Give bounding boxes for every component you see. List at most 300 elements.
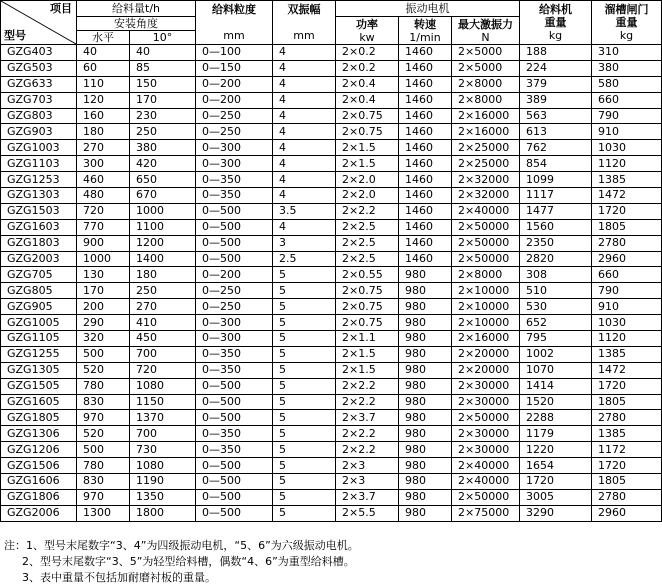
cell-model: GZG633	[1, 76, 77, 92]
cell-max-force: 2×16000	[452, 108, 520, 124]
table-row	[1, 378, 662, 394]
cell-model: GZG1306	[1, 426, 77, 442]
cell-speed: 980	[399, 283, 452, 299]
cell-speed: 980	[399, 410, 452, 426]
cell-model: GZG1206	[1, 442, 77, 458]
cell-amplitude: 5	[273, 426, 336, 442]
cell-feeder-weight: 3005	[520, 489, 592, 505]
cell-granularity: 0—500	[196, 458, 273, 474]
cell-power: 2×2.5	[336, 235, 399, 251]
cell-speed: 1460	[399, 235, 452, 251]
table-row	[1, 394, 662, 410]
note-2: 2、型号末尾数字“3、5”为轻型给料槽，偶数“4、6”为重型给料槽。	[22, 555, 355, 568]
cell-power: 2×0.75	[336, 108, 399, 124]
cell-granularity: 0—500	[196, 394, 273, 410]
cell-max-force: 2×8000	[452, 92, 520, 108]
cell-amplitude: 2.5	[273, 251, 336, 267]
cell-granularity: 0—250	[196, 299, 273, 315]
cell-feed-10deg: 1100	[130, 219, 196, 235]
cell-granularity: 0—350	[196, 362, 273, 378]
cell-feed-horizontal: 120	[77, 92, 130, 108]
notes	[4, 538, 359, 586]
cell-power: 2×2.2	[336, 394, 399, 410]
cell-speed: 1460	[399, 92, 452, 108]
cell-power: 2×3	[336, 474, 399, 490]
cell-feeder-weight: 224	[520, 60, 592, 76]
cell-amplitude: 3	[273, 235, 336, 251]
cell-max-force: 2×40000	[452, 474, 520, 490]
table-row	[1, 76, 662, 92]
cell-chute-weight: 2960	[592, 505, 662, 521]
cell-speed: 1460	[399, 45, 452, 61]
cell-granularity: 0—500	[196, 474, 273, 490]
cell-feed-horizontal: 290	[77, 315, 130, 331]
cell-max-force: 2×32000	[452, 188, 520, 204]
cell-chute-weight: 1385	[592, 346, 662, 362]
table-row	[1, 203, 662, 219]
cell-model: GZG1305	[1, 362, 77, 378]
table-row	[1, 299, 662, 315]
cell-power: 2×0.4	[336, 92, 399, 108]
cell-power: 2×0.2	[336, 60, 399, 76]
cell-feed-10deg: 150	[130, 76, 196, 92]
cell-amplitude: 5	[273, 442, 336, 458]
cell-speed: 1460	[399, 156, 452, 172]
cell-max-force: 2×30000	[452, 426, 520, 442]
cell-chute-weight: 1385	[592, 172, 662, 188]
cell-power: 2×2.2	[336, 442, 399, 458]
cell-granularity: 0—300	[196, 140, 273, 156]
header-model: 型号	[4, 29, 26, 42]
cell-chute-weight: 1120	[592, 331, 662, 347]
cell-feed-horizontal: 180	[77, 124, 130, 140]
cell-max-force: 2×5000	[452, 60, 520, 76]
cell-chute-weight: 2780	[592, 235, 662, 251]
cell-model: GZG1253	[1, 172, 77, 188]
cell-model: GZG1605	[1, 394, 77, 410]
cell-power: 2×2.2	[336, 378, 399, 394]
cell-model: GZG703	[1, 92, 77, 108]
cell-power: 2×0.55	[336, 267, 399, 283]
cell-model: GZG1105	[1, 331, 77, 347]
cell-max-force: 2×50000	[452, 410, 520, 426]
cell-max-force: 2×10000	[452, 299, 520, 315]
cell-feed-horizontal: 130	[77, 267, 130, 283]
cell-feed-horizontal: 500	[77, 346, 130, 362]
cell-amplitude: 3.5	[273, 203, 336, 219]
table-row	[1, 45, 662, 61]
cell-amplitude: 5	[273, 378, 336, 394]
cell-power: 2×1.5	[336, 140, 399, 156]
cell-amplitude: 5	[273, 410, 336, 426]
cell-feed-horizontal: 270	[77, 140, 130, 156]
table-row	[1, 458, 662, 474]
cell-power: 2×0.2	[336, 45, 399, 61]
cell-feed-horizontal: 460	[77, 172, 130, 188]
cell-granularity: 0—250	[196, 124, 273, 140]
header-feeder-weight: 给料机 重量 kg	[520, 1, 592, 45]
cell-feeder-weight: 510	[520, 283, 592, 299]
cell-amplitude: 4	[273, 172, 336, 188]
cell-model: GZG803	[1, 108, 77, 124]
cell-feed-10deg: 1190	[130, 474, 196, 490]
cell-amplitude: 5	[273, 315, 336, 331]
cell-power: 2×1.1	[336, 331, 399, 347]
cell-chute-weight: 910	[592, 124, 662, 140]
cell-speed: 1460	[399, 140, 452, 156]
cell-feed-horizontal: 60	[77, 60, 130, 76]
cell-speed: 1460	[399, 60, 452, 76]
cell-model: GZG1803	[1, 235, 77, 251]
cell-model: GZG2003	[1, 251, 77, 267]
cell-feeder-weight: 762	[520, 140, 592, 156]
cell-speed: 980	[399, 267, 452, 283]
cell-feed-10deg: 1200	[130, 235, 196, 251]
cell-feed-horizontal: 970	[77, 410, 130, 426]
cell-feed-horizontal: 160	[77, 108, 130, 124]
cell-feed-10deg: 250	[130, 283, 196, 299]
cell-speed: 980	[399, 489, 452, 505]
cell-speed: 980	[399, 346, 452, 362]
cell-granularity: 0—500	[196, 219, 273, 235]
cell-power: 2×0.75	[336, 299, 399, 315]
cell-feed-horizontal: 520	[77, 362, 130, 378]
cell-speed: 980	[399, 458, 452, 474]
cell-feed-10deg: 85	[130, 60, 196, 76]
cell-max-force: 2×50000	[452, 235, 520, 251]
cell-granularity: 0—500	[196, 378, 273, 394]
cell-feed-10deg: 1400	[130, 251, 196, 267]
cell-feed-10deg: 380	[130, 140, 196, 156]
cell-power: 2×3	[336, 458, 399, 474]
cell-granularity: 0—500	[196, 410, 273, 426]
cell-model: GZG1805	[1, 410, 77, 426]
cell-feed-horizontal: 720	[77, 203, 130, 219]
cell-feeder-weight: 1117	[520, 188, 592, 204]
table-row	[1, 426, 662, 442]
cell-feed-horizontal: 480	[77, 188, 130, 204]
cell-feed-10deg: 700	[130, 426, 196, 442]
table-row	[1, 219, 662, 235]
cell-power: 2×2.2	[336, 426, 399, 442]
cell-granularity: 0—350	[196, 426, 273, 442]
cell-max-force: 2×25000	[452, 140, 520, 156]
cell-granularity: 0—350	[196, 442, 273, 458]
cell-chute-weight: 310	[592, 45, 662, 61]
cell-amplitude: 4	[273, 156, 336, 172]
cell-feeder-weight: 1477	[520, 203, 592, 219]
cell-amplitude: 5	[273, 331, 336, 347]
cell-power: 2×1.5	[336, 362, 399, 378]
cell-chute-weight: 1120	[592, 156, 662, 172]
table-header	[1, 1, 662, 45]
cell-feed-horizontal: 970	[77, 489, 130, 505]
cell-model: GZG903	[1, 124, 77, 140]
cell-feeder-weight: 2288	[520, 410, 592, 426]
cell-feeder-weight: 1220	[520, 442, 592, 458]
cell-max-force: 2×20000	[452, 346, 520, 362]
cell-granularity: 0—250	[196, 283, 273, 299]
cell-amplitude: 4	[273, 60, 336, 76]
note-1: 注：1、型号末尾数字“3、4”为四级振动电机，“5、6”为六级振动电机。	[4, 539, 359, 552]
cell-max-force: 2×30000	[452, 378, 520, 394]
cell-speed: 980	[399, 442, 452, 458]
cell-amplitude: 5	[273, 299, 336, 315]
cell-max-force: 2×40000	[452, 203, 520, 219]
cell-granularity: 0—200	[196, 76, 273, 92]
cell-speed: 980	[399, 299, 452, 315]
cell-feed-horizontal: 200	[77, 299, 130, 315]
cell-chute-weight: 910	[592, 299, 662, 315]
cell-feed-10deg: 270	[130, 299, 196, 315]
cell-amplitude: 5	[273, 346, 336, 362]
cell-feed-horizontal: 520	[77, 426, 130, 442]
cell-speed: 1460	[399, 172, 452, 188]
cell-granularity: 0—100	[196, 45, 273, 61]
table-row	[1, 505, 662, 521]
table-row	[1, 474, 662, 490]
cell-granularity: 0—500	[196, 203, 273, 219]
cell-model: GZG905	[1, 299, 77, 315]
cell-amplitude: 4	[273, 140, 336, 156]
cell-feeder-weight: 854	[520, 156, 592, 172]
cell-power: 2×3.7	[336, 489, 399, 505]
table-body	[1, 45, 662, 522]
cell-model: GZG1506	[1, 458, 77, 474]
cell-amplitude: 4	[273, 108, 336, 124]
cell-chute-weight: 1805	[592, 219, 662, 235]
cell-feed-horizontal: 900	[77, 235, 130, 251]
cell-feeder-weight: 2820	[520, 251, 592, 267]
cell-chute-weight: 1385	[592, 426, 662, 442]
cell-amplitude: 5	[273, 505, 336, 521]
cell-feed-10deg: 650	[130, 172, 196, 188]
cell-feed-horizontal: 830	[77, 394, 130, 410]
cell-speed: 1460	[399, 108, 452, 124]
cell-feed-horizontal: 1300	[77, 505, 130, 521]
cell-max-force: 2×16000	[452, 331, 520, 347]
cell-feeder-weight: 1179	[520, 426, 592, 442]
cell-model: GZG1103	[1, 156, 77, 172]
cell-feed-10deg: 170	[130, 92, 196, 108]
cell-amplitude: 5	[273, 474, 336, 490]
cell-power: 2×2.0	[336, 188, 399, 204]
cell-granularity: 0—350	[196, 346, 273, 362]
cell-feeder-weight: 795	[520, 331, 592, 347]
cell-amplitude: 4	[273, 92, 336, 108]
cell-feed-horizontal: 780	[77, 458, 130, 474]
cell-speed: 1460	[399, 203, 452, 219]
table-row	[1, 92, 662, 108]
cell-feed-horizontal: 320	[77, 331, 130, 347]
cell-feed-10deg: 420	[130, 156, 196, 172]
cell-model: GZG1603	[1, 219, 77, 235]
header-install-angle: 安装角度	[77, 17, 196, 31]
table-row	[1, 172, 662, 188]
cell-granularity: 0—350	[196, 172, 273, 188]
cell-speed: 980	[399, 362, 452, 378]
cell-feeder-weight: 1414	[520, 378, 592, 394]
cell-feeder-weight: 530	[520, 299, 592, 315]
cell-chute-weight: 1030	[592, 140, 662, 156]
table-row	[1, 346, 662, 362]
cell-chute-weight: 1805	[592, 394, 662, 410]
table-row	[1, 331, 662, 347]
cell-feed-10deg: 1800	[130, 505, 196, 521]
header-granularity: 给料粒度 mm	[196, 1, 273, 45]
cell-amplitude: 5	[273, 394, 336, 410]
cell-model: GZG403	[1, 45, 77, 61]
cell-model: GZG1505	[1, 378, 77, 394]
cell-feed-10deg: 450	[130, 331, 196, 347]
cell-feeder-weight: 1720	[520, 474, 592, 490]
cell-feeder-weight: 389	[520, 92, 592, 108]
cell-speed: 980	[399, 394, 452, 410]
cell-feed-10deg: 1000	[130, 203, 196, 219]
cell-chute-weight: 1720	[592, 458, 662, 474]
cell-feed-10deg: 720	[130, 362, 196, 378]
cell-feed-10deg: 670	[130, 188, 196, 204]
table-row	[1, 410, 662, 426]
cell-feed-10deg: 1370	[130, 410, 196, 426]
cell-max-force: 2×50000	[452, 251, 520, 267]
cell-speed: 1460	[399, 188, 452, 204]
cell-power: 2×2.2	[336, 203, 399, 219]
cell-max-force: 2×30000	[452, 394, 520, 410]
header-speed: 转速 1/min	[399, 17, 452, 45]
cell-feed-10deg: 1350	[130, 489, 196, 505]
table-row	[1, 108, 662, 124]
cell-power: 2×0.75	[336, 283, 399, 299]
cell-feed-10deg: 410	[130, 315, 196, 331]
cell-max-force: 2×5000	[452, 45, 520, 61]
cell-speed: 1460	[399, 124, 452, 140]
cell-model: GZG2006	[1, 505, 77, 521]
cell-speed: 1460	[399, 219, 452, 235]
cell-amplitude: 4	[273, 188, 336, 204]
header-angle-10: 10°	[130, 31, 196, 45]
cell-speed: 980	[399, 315, 452, 331]
cell-feed-horizontal: 1000	[77, 251, 130, 267]
cell-amplitude: 4	[273, 76, 336, 92]
cell-feed-horizontal: 780	[77, 378, 130, 394]
cell-speed: 980	[399, 474, 452, 490]
header-amplitude: 双振幅 mm	[273, 1, 336, 45]
cell-chute-weight: 2960	[592, 251, 662, 267]
cell-feeder-weight: 1654	[520, 458, 592, 474]
cell-chute-weight: 2780	[592, 410, 662, 426]
cell-model: GZG1503	[1, 203, 77, 219]
table-row	[1, 60, 662, 76]
cell-model: GZG1003	[1, 140, 77, 156]
cell-granularity: 0—300	[196, 315, 273, 331]
cell-max-force: 2×30000	[452, 442, 520, 458]
cell-chute-weight: 1030	[592, 315, 662, 331]
table-row	[1, 140, 662, 156]
cell-feed-10deg: 1080	[130, 458, 196, 474]
cell-feed-horizontal: 110	[77, 76, 130, 92]
header-max-force: 最大激振力 N	[452, 17, 520, 45]
cell-speed: 1460	[399, 251, 452, 267]
cell-granularity: 0—350	[196, 188, 273, 204]
cell-feed-horizontal: 40	[77, 45, 130, 61]
cell-power: 2×5.5	[336, 505, 399, 521]
cell-granularity: 0—150	[196, 60, 273, 76]
cell-amplitude: 5	[273, 267, 336, 283]
cell-feeder-weight: 188	[520, 45, 592, 61]
cell-power: 2×0.75	[336, 124, 399, 140]
cell-feed-horizontal: 170	[77, 283, 130, 299]
cell-feed-10deg: 230	[130, 108, 196, 124]
cell-chute-weight: 790	[592, 283, 662, 299]
cell-max-force: 2×8000	[452, 267, 520, 283]
cell-feeder-weight: 1520	[520, 394, 592, 410]
cell-model: GZG805	[1, 283, 77, 299]
cell-feed-10deg: 250	[130, 124, 196, 140]
cell-max-force: 2×20000	[452, 362, 520, 378]
cell-granularity: 0—200	[196, 92, 273, 108]
cell-chute-weight: 1472	[592, 188, 662, 204]
cell-granularity: 0—500	[196, 251, 273, 267]
cell-amplitude: 5	[273, 283, 336, 299]
cell-feeder-weight: 563	[520, 108, 592, 124]
header-chute-weight: 溜槽闸门 重量 kg	[592, 1, 662, 45]
cell-power: 2×1.5	[336, 346, 399, 362]
cell-feed-10deg: 1150	[130, 394, 196, 410]
cell-model: GZG1303	[1, 188, 77, 204]
cell-model: GZG1255	[1, 346, 77, 362]
cell-speed: 980	[399, 378, 452, 394]
cell-chute-weight: 1805	[592, 474, 662, 490]
cell-chute-weight: 2780	[592, 489, 662, 505]
cell-feeder-weight: 379	[520, 76, 592, 92]
cell-chute-weight: 380	[592, 60, 662, 76]
cell-feed-horizontal: 770	[77, 219, 130, 235]
cell-feed-10deg: 180	[130, 267, 196, 283]
cell-max-force: 2×10000	[452, 283, 520, 299]
cell-model: GZG705	[1, 267, 77, 283]
cell-max-force: 2×50000	[452, 219, 520, 235]
cell-feed-horizontal: 830	[77, 474, 130, 490]
table-row	[1, 283, 662, 299]
cell-power: 2×3.7	[336, 410, 399, 426]
table-row	[1, 235, 662, 251]
cell-max-force: 2×75000	[452, 505, 520, 521]
cell-model: GZG1005	[1, 315, 77, 331]
cell-amplitude: 4	[273, 124, 336, 140]
cell-speed: 980	[399, 426, 452, 442]
cell-max-force: 2×25000	[452, 156, 520, 172]
cell-chute-weight: 1720	[592, 203, 662, 219]
cell-amplitude: 4	[273, 45, 336, 61]
cell-feeder-weight: 652	[520, 315, 592, 331]
cell-amplitude: 5	[273, 362, 336, 378]
cell-power: 2×2.5	[336, 219, 399, 235]
cell-granularity: 0—500	[196, 489, 273, 505]
table-row	[1, 315, 662, 331]
cell-power: 2×0.4	[336, 76, 399, 92]
header-horizontal: 水平	[77, 31, 130, 45]
cell-chute-weight: 660	[592, 267, 662, 283]
cell-feed-10deg: 40	[130, 45, 196, 61]
cell-feed-horizontal: 500	[77, 442, 130, 458]
cell-max-force: 2×40000	[452, 458, 520, 474]
cell-feeder-weight: 1002	[520, 346, 592, 362]
cell-max-force: 2×8000	[452, 76, 520, 92]
note-3: 3、表中重量不包括加耐磨衬板的重量。	[22, 571, 216, 584]
cell-amplitude: 5	[273, 458, 336, 474]
table-row	[1, 156, 662, 172]
